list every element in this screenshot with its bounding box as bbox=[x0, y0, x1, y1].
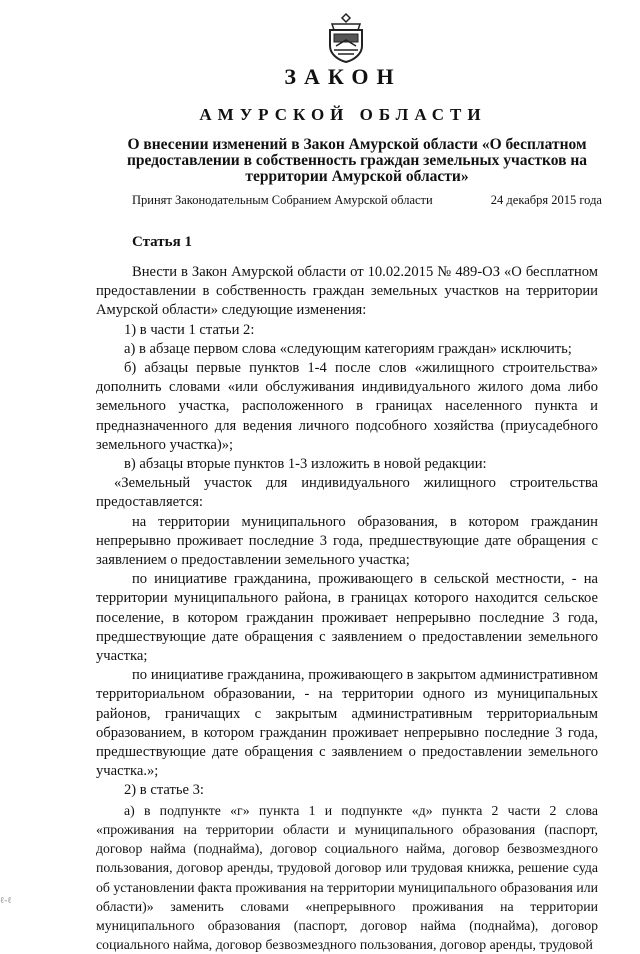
paragraph: на территории муниципального образования, в котором гражданин непрерывно проживает последние 3 года, предшествующие дате обращения с заявлением о предоставлении земельного участка; bbox=[96, 513, 598, 569]
adoption-date: 24 декабря 2015 года bbox=[490, 193, 602, 207]
paragraph: в) абзацы вторые пунктов 1-3 изложить в новой редакции: bbox=[124, 456, 487, 473]
coat-of-arms-icon bbox=[322, 12, 370, 64]
article-heading: Статья 1 bbox=[132, 234, 192, 250]
paragraph: а) в абзаце первом слова «следующим категориям граждан» исключить; bbox=[124, 340, 572, 357]
article-body bbox=[96, 263, 598, 954]
document-title: ЗАКОН bbox=[284, 64, 402, 89]
paragraph: б) абзацы первые пунктов 1-4 после слов «жилищного строительства» дополнить словами «или обслуживания индивидуального жилого дома либо земельного участка, расположенного в границах населенного пункта и предназначенного для ведения личного подсобного хозяйства (приусадебного земельного участка)»; bbox=[96, 360, 598, 453]
law-heading: О внесении изменений в Закон Амурской области «О бесплатном предоставлении в собственность граждан земельных участков на территории Амурской области» bbox=[126, 136, 588, 185]
paragraph: «Земельный участок для индивидуального жилищного строительства предоставляется: bbox=[96, 475, 598, 511]
paragraph: Внести в Закон Амурской области от 10.02.2015 № 489-ОЗ «О бесплатном предоставлении в собственность граждан земельных участков на территории Амурской области» следующие изменения: bbox=[96, 264, 598, 319]
paragraph: по инициативе гражданина, проживающего в закрытом административном территориальном образовании, - на территории одного из муниципальных районов, граничащих с закрытым административным территориальным образованием, в котором гражданин проживает непрерывно последние 3 года, предшествующие дате обращения с заявлением о предоставлении земельного участка.»; bbox=[96, 667, 598, 780]
adopted-by: Принят Законодательным Собранием Амурской области bbox=[132, 193, 433, 207]
paragraph: по инициативе гражданина, проживающего в сельской местности, - на территории муниципального района, в границах которого находится сельское поселение, в котором гражданин проживает непрерывно последние 3 года, предшествующие дате обращения с заявлением о предоставлении земельного участка; bbox=[96, 571, 598, 665]
paragraph: 2) в статье 3: bbox=[124, 782, 204, 799]
paragraph: 1) в части 1 статьи 2: bbox=[124, 321, 255, 338]
margin-mark: ℓ-ℓ bbox=[0, 895, 12, 905]
paragraph: а) в подпункте «г» пункта 1 и подпункте «д» пункта 2 части 2 слова «проживания на территории области и муниципального образования (паспорт, договор найма (поднайма), договор социального найма, договор безвозмездного пользования, договор аренды, трудовой договор или трудовая книжка, решение суда об установлении факта проживания на территории муниципального образования или области)» заменить словами «непрерывного проживания на территории муниципального образования (паспорт, договор найма (поднайма), договор социального найма, договор безвозмездного пользования, договор аренды, трудовой bbox=[96, 802, 599, 953]
document-subtitle: АМУРСКОЙ ОБЛАСТИ bbox=[199, 105, 487, 124]
